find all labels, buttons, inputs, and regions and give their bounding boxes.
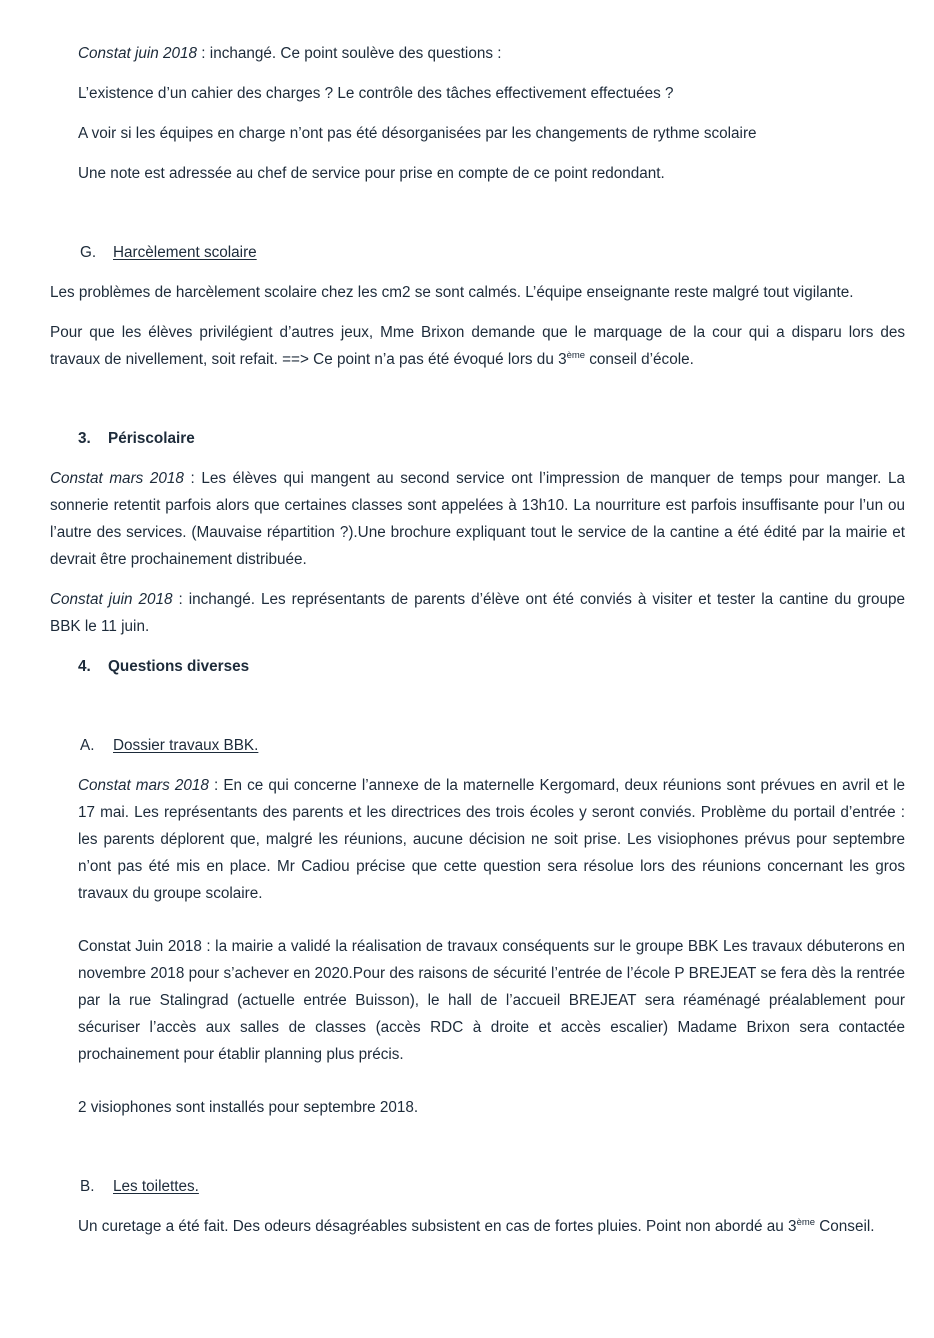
list-marker-b: B.: [80, 1178, 95, 1195]
spacer: [0, 147, 934, 160]
paragraph-constat-juin-cantine: [50, 586, 905, 640]
spacer: [0, 107, 934, 120]
spacer: [0, 306, 934, 319]
constat-label: Constat juin 2018: [50, 591, 173, 608]
heading-a-dossier-travaux-bbk: [0, 732, 934, 759]
heading-g-harcelement-scolaire: [0, 239, 934, 266]
ordinal-suffix: ème: [566, 349, 586, 361]
constat-label: Constat juin 2018: [78, 45, 198, 62]
heading-3-periscolaire: [0, 425, 934, 452]
constat-text: : En ce qui concerne l’annexe de la maternelle Kergomard, deux réunions sont prévues en avril et le 17 mai. Les représentants des parents et les directrices des trois écoles y seront conviés. Problème du portail d’entrée : les parents déplorent que, malgré les réunions, aucune décision ne soit prise. Les visiophones prévus pour septembre n’ont pas été mis en place. Mr Cadiou précise que cette question sera résolue lors des réunions concernant les gros travaux du groupe scolaire.: [78, 777, 905, 902]
constat-label: Constat mars 2018: [78, 777, 209, 794]
spacer: [0, 1068, 934, 1094]
list-marker-4: 4.: [78, 658, 91, 675]
paragraph-cahier-des-charges: L’existence d’un cahier des charges ? Le contrôle des tâches effectivement effectuées ?: [78, 85, 674, 102]
heading-4-questions-diverses: [0, 653, 934, 680]
curetage-text-before: Un curetage a été fait. Des odeurs désagréables subsistent en cas de fortes pluies. Point non abordé au 3: [78, 1218, 797, 1235]
spacer: [0, 67, 934, 80]
paragraph-equipes-desorganisees: A voir si les équipes en charge n’ont pas été désorganisées par les changements de rythme scolaire: [78, 125, 757, 142]
marquage-text-after: conseil d’école.: [585, 351, 694, 368]
spacer: [0, 266, 934, 279]
paragraph-constat-mars-travaux: [78, 772, 905, 907]
paragraph-constat-mars-cantine: [50, 465, 905, 573]
curetage-text-after: Conseil.: [814, 1218, 875, 1235]
spacer: [0, 680, 934, 732]
heading-b-les-toilettes: [0, 1173, 934, 1200]
spacer: [0, 640, 934, 653]
paragraph-curetage-odeurs: [78, 1213, 905, 1240]
spacer: [0, 373, 934, 425]
list-marker-a: A.: [80, 737, 95, 754]
spacer: [0, 1121, 934, 1173]
paragraph-marquage-cour: [50, 319, 905, 373]
heading-a-label: Dossier travaux BBK.: [113, 737, 259, 754]
heading-3-label: Périscolaire: [108, 430, 195, 447]
paragraph-constat-juin-intro: [78, 40, 905, 67]
paragraph-note-chef-service: Une note est adressée au chef de service pour prise en compte de ce point redondant.: [78, 165, 665, 182]
spacer: [0, 187, 934, 239]
constat-text: : inchangé. Ce point soulève des questions :: [197, 45, 502, 62]
spacer: [0, 907, 934, 933]
constat-text: : Les élèves qui mangent au second service ont l’impression de manquer de temps pour manger. La sonnerie retentit parfois alors que certaines classes sont appelées à 13h10. La nourriture est parfois insuffisante pour l’un ou l’autre des services. (Mauvaise répartition ?).Une brochure expliquant tout le service de la cantine a été édité par la mairie et devrait être prochainement distribuée.: [50, 470, 905, 568]
paragraph-visiophones: 2 visiophones sont installés pour septembre 2018.: [78, 1099, 419, 1116]
list-marker-g: G.: [80, 244, 97, 261]
spacer: [0, 1200, 934, 1213]
spacer: [0, 573, 934, 586]
ordinal-suffix: ème: [796, 1216, 815, 1228]
paragraph-harcelement-calme: Les problèmes de harcèlement scolaire chez les cm2 se sont calmés. L’équipe enseignante reste malgré tout vigilante.: [50, 284, 854, 301]
marquage-text-before: Pour que les élèves privilégient d’autres jeux, Mme Brixon demande que le marquage de la cour qui a disparu lors des travaux de nivellement, soit refait. ==> Ce point n’a pas été évoqué lors du 3: [50, 324, 905, 368]
list-marker-3: 3.: [78, 430, 91, 447]
constat-text: : inchangé. Les représentants de parents d’élève ont été conviés à visiter et tester la cantine du groupe BBK le 11 juin.: [50, 591, 905, 635]
heading-g-label: Harcèlement scolaire: [113, 244, 257, 261]
heading-b-label: Les toilettes.: [113, 1178, 199, 1195]
paragraph-constat-juin-travaux: Constat Juin 2018 : la mairie a validé la réalisation de travaux conséquents sur le groupe BBK Les travaux débuterons en novembre 2018 pour s’achever en 2020.Pour des raisons de sécurité l’entrée de l’école P BREJEAT se fera dès la rentrée par la rue Stalingrad (actuelle entrée Buisson), le hall de l’accueil BREJEAT sera réaménagé préalablement pour sécuriser l’accès aux salles de classes (accès RDC à droite et accès escalier) Madame Brixon sera contactée prochainement pour établir planning plus précis.: [78, 938, 905, 1063]
constat-label: Constat mars 2018: [50, 470, 184, 487]
top-spacer: [0, 0, 934, 40]
heading-4-label: Questions diverses: [108, 658, 250, 675]
spacer: [0, 759, 934, 772]
spacer: [0, 452, 934, 465]
